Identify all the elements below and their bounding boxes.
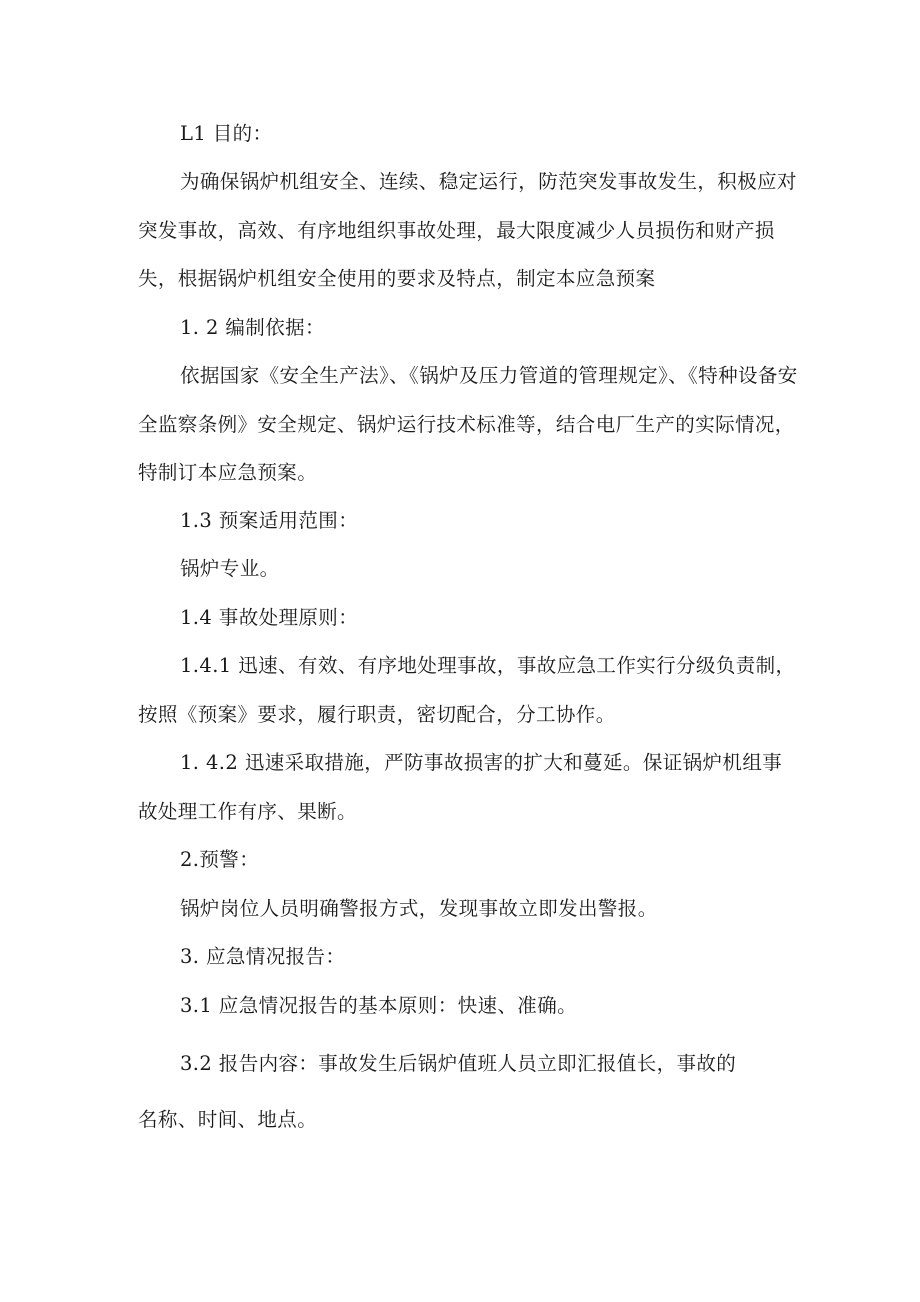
- paragraph-principle-1-4-1: 1.4.1 迅速、有效、有序地处理事故，事故应急工作实行分级负责制，按照《预案》要求，履行职责，密切配合，分工协作。: [138, 654, 796, 726]
- paragraph-report-content: 3.2 报告内容：事故发生后锅炉值班人员立即汇报值长，事故的: [180, 1052, 737, 1075]
- section-heading-3: 3. 应急情况报告：: [180, 945, 346, 968]
- paragraph-warning: 锅炉岗位人员明确警报方式，发现事故立即发出警报。: [180, 897, 658, 920]
- paragraph-basis: 依据国家《安全生产法》、《锅炉及压力管道的管理规定》、《特种设备安全监察条例》安全规定、锅炉运行技术标准等，结合电厂生产的实际情况，特制订本应急预案。: [138, 364, 798, 484]
- paragraph-report-principle: 3.1 应急情况报告的基本原则：快速、准确。: [180, 994, 578, 1017]
- section-heading-2: 2.预警：: [180, 848, 260, 871]
- section-heading-1-3: 1.3 预案适用范围：: [180, 509, 359, 532]
- section-heading-1-4: 1.4 事故处理原则：: [180, 606, 359, 629]
- paragraph-purpose: 为确保锅炉机组安全、连续、稳定运行，防范突发事故发生，积极应对突发事故，高效、有序地组织事故处理，最大限度减少人员损伤和财产损失，根据锅炉机组安全使用的要求及特点，制定本应急预案: [138, 170, 797, 290]
- paragraph-scope: 锅炉专业。: [180, 557, 280, 580]
- paragraph-principle-1-4-2: 1. 4.2 迅速采取措施，严防事故损害的扩大和蔓延。保证锅炉机组事故处理工作有序、果断。: [138, 751, 783, 823]
- paragraph-report-content-continued: 名称、时间、地点。: [138, 1108, 318, 1131]
- section-heading-1-1: L1 目的：: [180, 122, 273, 145]
- section-heading-1-2: 1. 2 编制依据：: [180, 316, 325, 339]
